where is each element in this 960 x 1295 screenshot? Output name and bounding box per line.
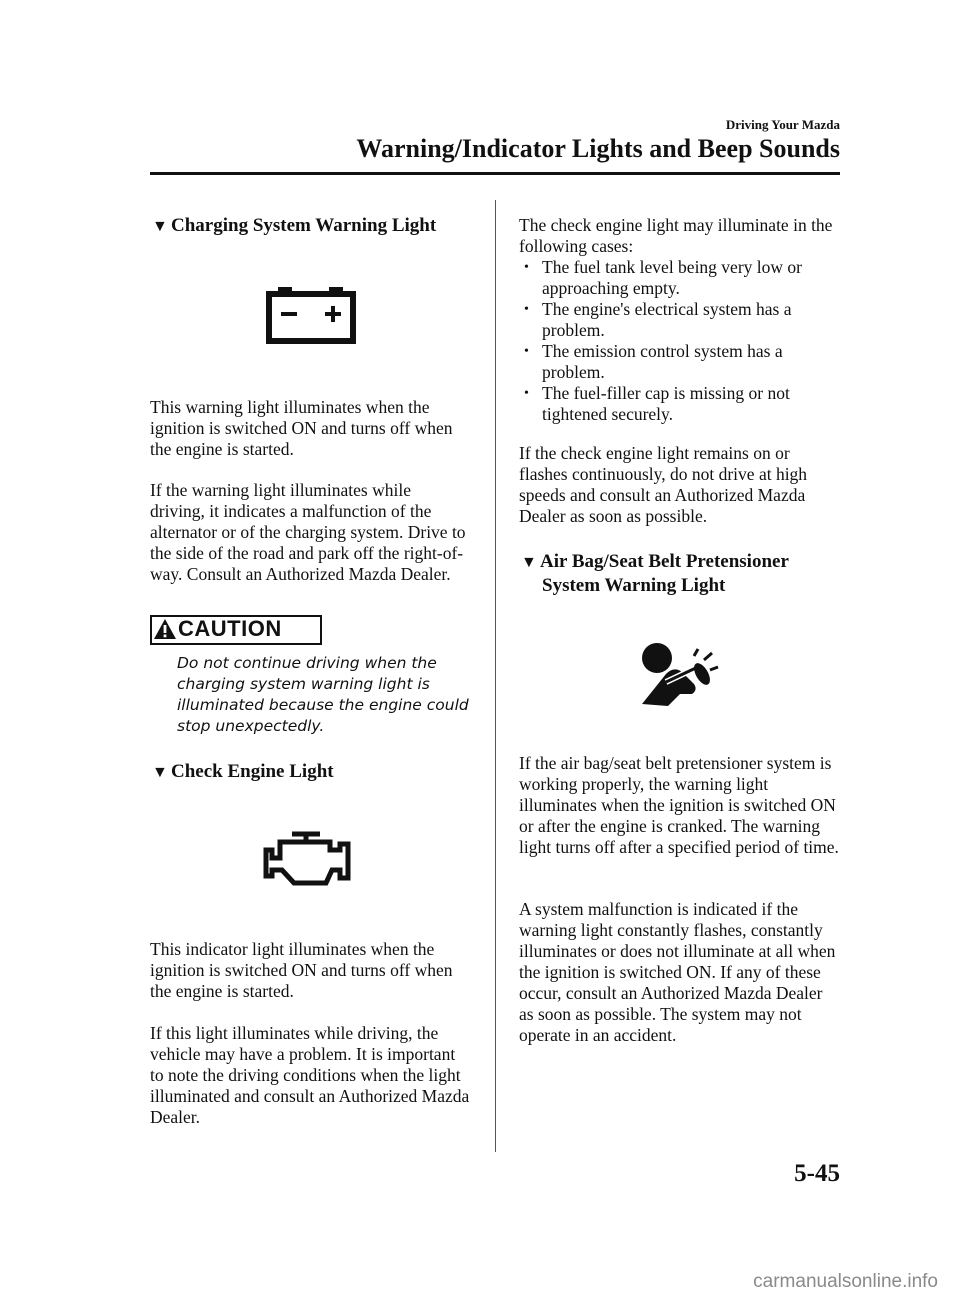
airbag-heading [521, 550, 789, 575]
airbag-paragraph-1: If the air bag/seat belt pretensioner system is working properly, the warning light illuminates when the ignition is switched ON or after the engine is cranked. The warning light turns off after a specified period of time. [519, 753, 839, 857]
battery-icon [265, 285, 357, 345]
triangle-down-icon: ▼ [152, 218, 168, 235]
check-engine-remains-paragraph: If the check engine light remains on or flashes continuously, do not drive at high speeds and consult an Authorized Mazda Dealer as soon as possible. [519, 443, 808, 526]
check-engine-cases-list [519, 257, 839, 425]
caution-label: CAUTION [178, 616, 282, 641]
airbag-person-icon [636, 640, 720, 710]
airbag-heading-line-2: System Warning Light [542, 575, 726, 596]
caution-text: Do not continue driving when the charging system warning light is illuminated because the engine could stop unexpectedly. [177, 654, 469, 735]
charging-system-heading-text: Charging System Warning Light [171, 215, 437, 236]
list-item: • The fuel-filler cap is missing or not tightened securely. [519, 383, 839, 425]
check-engine-paragraph-1: This indicator light illuminates when the ignition is switched ON and turns off when the engine is started. [150, 939, 453, 1001]
chapter-title: Driving Your Mazda [725, 117, 840, 132]
list-item: • The fuel tank level being very low or approaching empty. [519, 257, 839, 299]
airbag-heading-line-1: Air Bag/Seat Belt Pretensioner [540, 551, 789, 572]
column-divider [495, 200, 496, 1152]
charging-system-heading [152, 214, 436, 239]
airbag-paragraph-2: A system malfunction is indicated if the warning light constantly flashes, constantly illuminates or does not illuminate at all when the ignition is switched ON. If any of these occur, consult an Authorized Mazda Dealer as soon as possible. The system may not operate in an accident. [519, 899, 836, 1045]
watermark: carmanualsonline.info [753, 1271, 938, 1292]
section-title: Warning/Indicator Lights and Beep Sounds [356, 134, 840, 163]
list-item: • The emission control system has a problem. [519, 341, 839, 383]
header-rule [150, 172, 840, 175]
triangle-down-icon: ▼ [521, 554, 537, 571]
check-engine-cases-intro: The check engine light may illuminate in the following cases: [519, 215, 833, 256]
engine-icon [262, 830, 354, 888]
page-number: 5-45 [794, 1160, 840, 1187]
list-item: • The engine's electrical system has a problem. [519, 299, 839, 341]
charging-paragraph-1: This warning light illuminates when the ignition is switched ON and turns off when the engine is started. [150, 397, 453, 459]
triangle-down-icon: ▼ [152, 764, 168, 781]
charging-paragraph-2: If the warning light illuminates while driving, it indicates a malfunction of the alternator or of the charging system. Drive to the side of the road and park off the right-of-way. Consult an Authorized Mazda Dealer. [150, 480, 466, 584]
check-engine-heading-text: Check Engine Light [171, 761, 334, 782]
check-engine-heading [152, 760, 334, 785]
check-engine-paragraph-2: If this light illuminates while driving, the vehicle may have a problem. It is important to note the driving conditions when the light illuminated and consult an Authorized Mazda Dealer. [150, 1023, 470, 1127]
warning-triangle-icon [153, 618, 177, 640]
